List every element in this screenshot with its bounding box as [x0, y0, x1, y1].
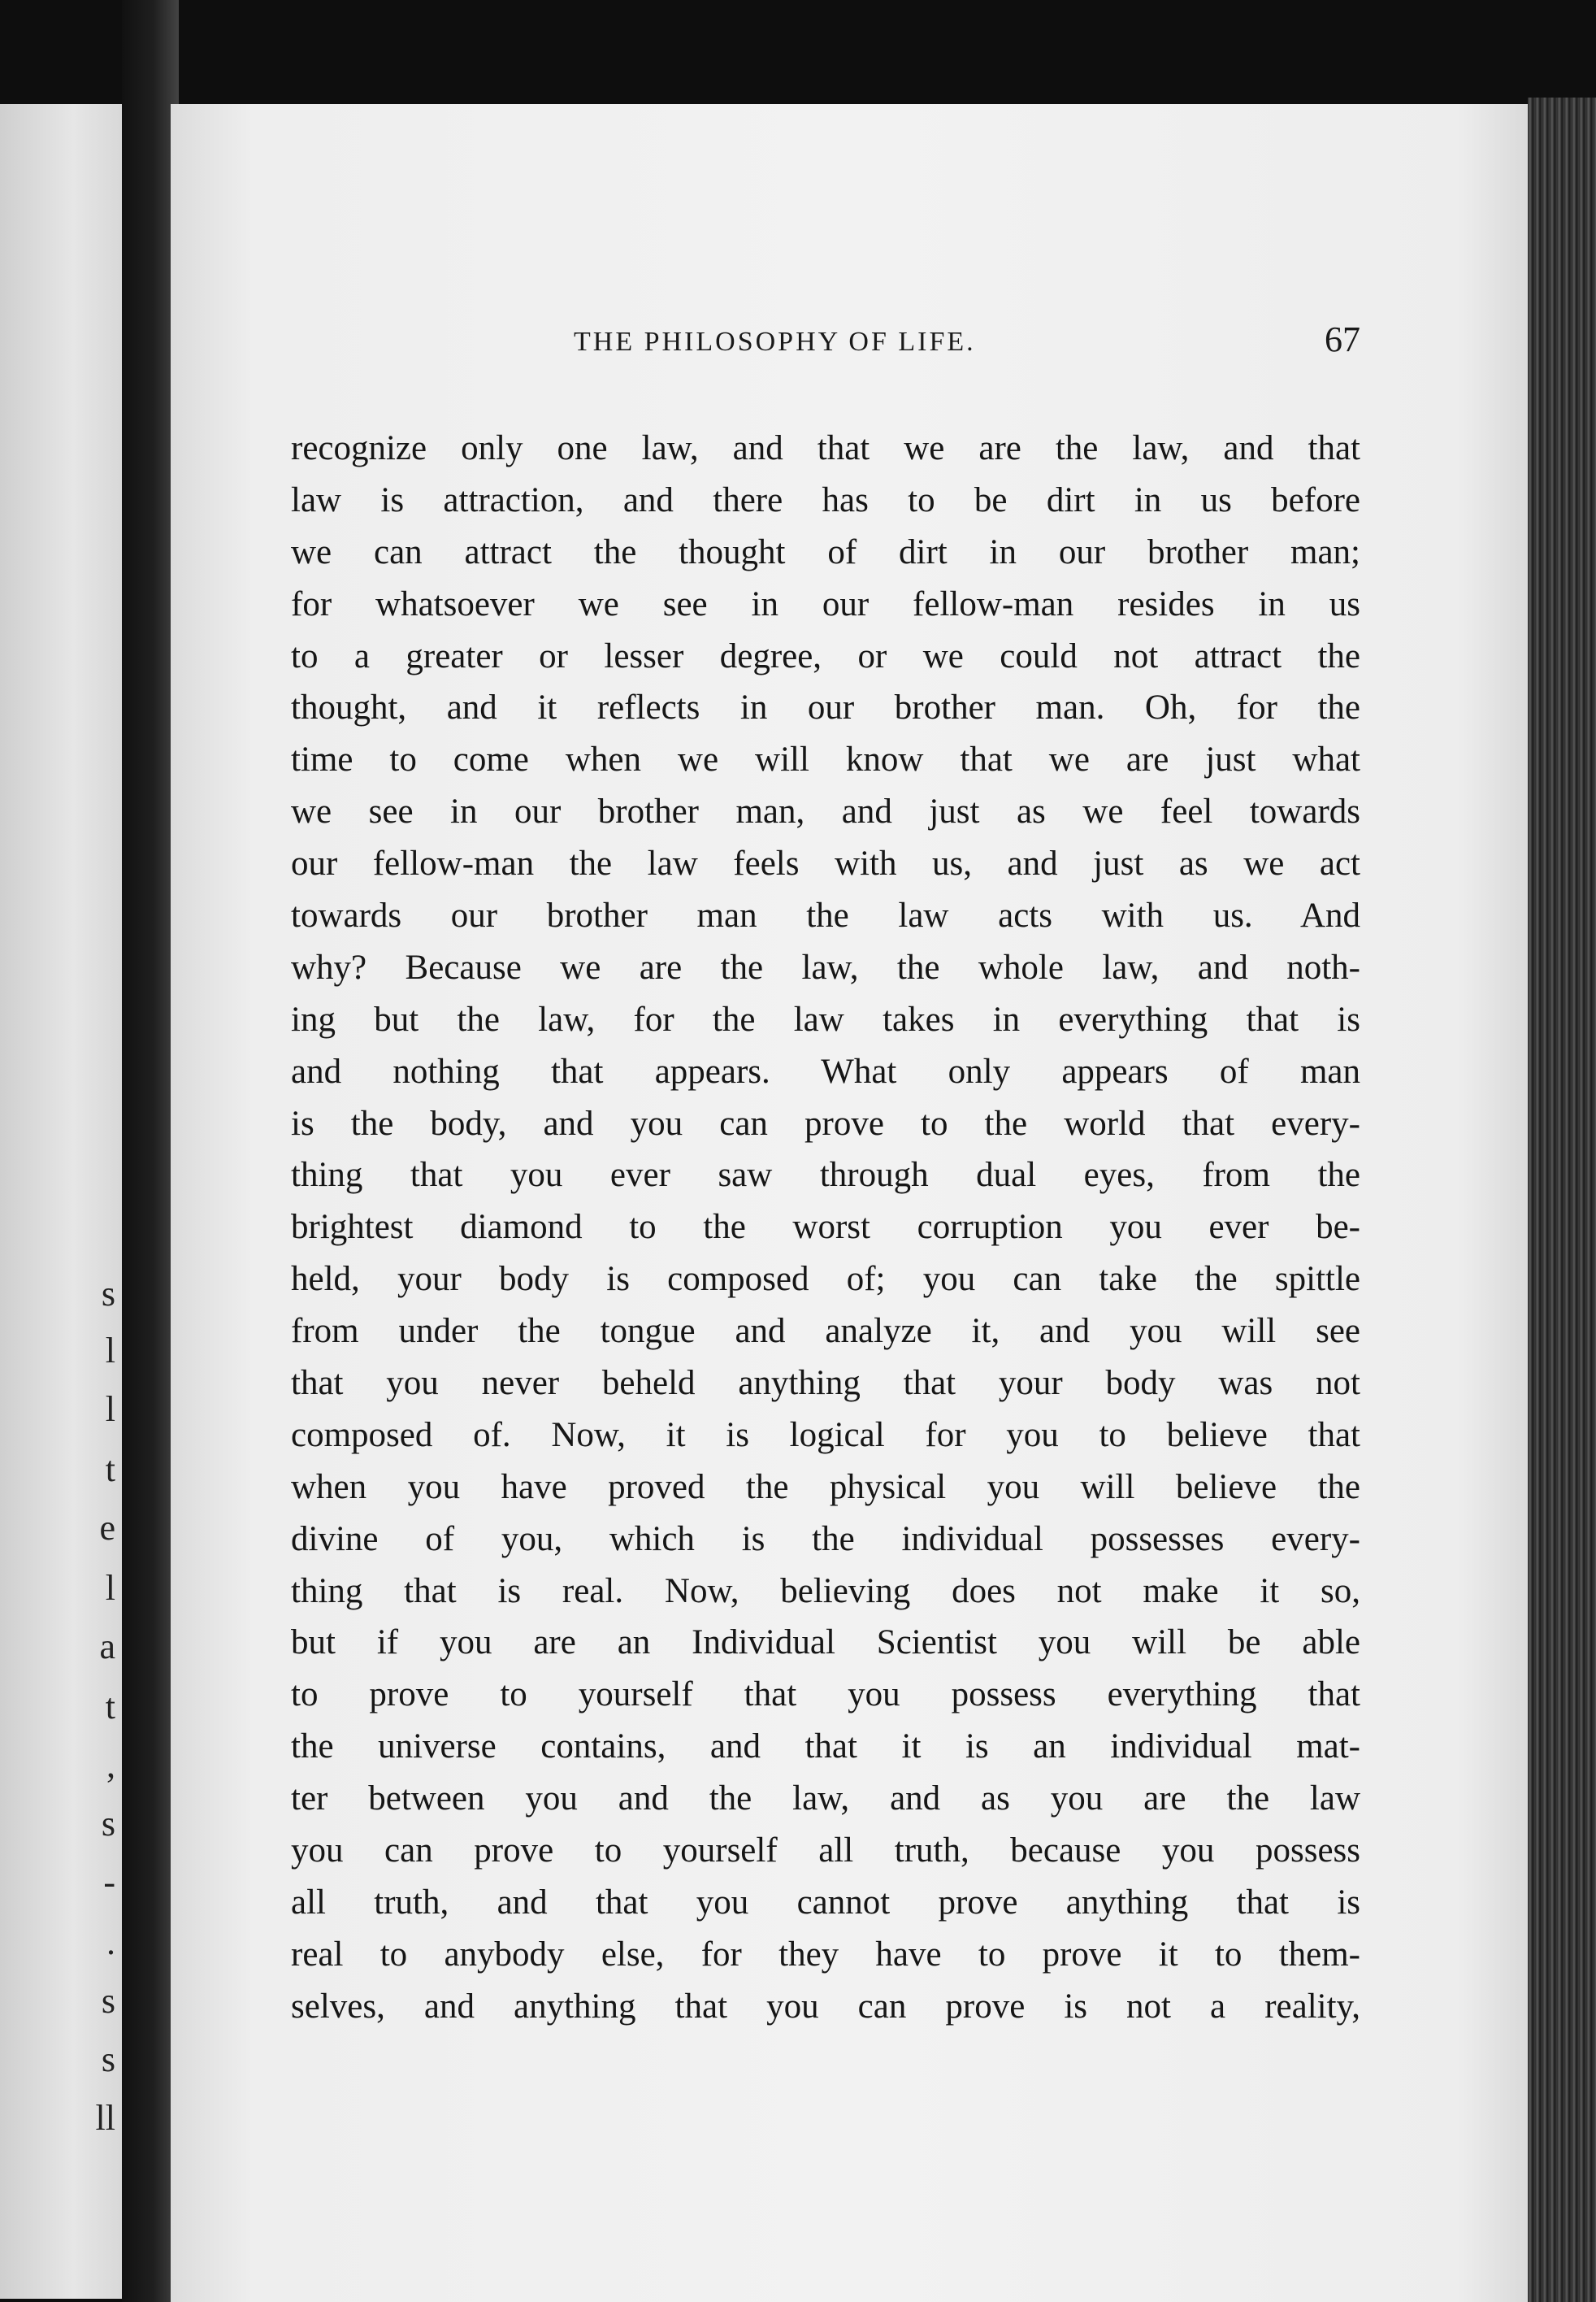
text-line: composed of. Now, it is logical for you to believe that: [291, 1415, 1360, 1454]
page-header: [291, 319, 1360, 367]
text-line: all truth, and that you cannot prove anything that is: [291, 1883, 1360, 1922]
text-line: is the body, and you can prove to the world that every-: [291, 1104, 1360, 1143]
facing-page-character: t: [105, 1449, 115, 1489]
text-line: and nothing that appears. What only appears of man: [291, 1052, 1360, 1091]
page-number: 67: [1325, 319, 1360, 359]
text-line: time to come when we will know that we are just what: [291, 741, 1360, 780]
text-line: that you never beheld anything that your body was not: [291, 1364, 1360, 1403]
facing-page-character: e: [99, 1508, 115, 1548]
text-line: the universe contains, and that it is an individual mat-: [291, 1727, 1360, 1766]
facing-page-character: -: [103, 1862, 115, 1902]
facing-page-character: .: [106, 1922, 115, 1962]
facing-page-character: ,: [106, 1745, 115, 1785]
text-line: thought, and it reflects in our brother man. Oh, for the: [291, 688, 1360, 728]
text-line: to prove to yourself that you possess everything that: [291, 1675, 1360, 1714]
text-line: for whatsoever we see in our fellow-man resides in us: [291, 584, 1360, 623]
text-line: to a greater or lesser degree, or we could not attract the: [291, 636, 1360, 675]
text-line: held, your body is composed of; you can take the spittle: [291, 1260, 1360, 1299]
text-line: when you have proved the physical you will believe the: [291, 1467, 1360, 1506]
facing-page-character: l: [105, 1568, 115, 1608]
text-line: towards our brother man the law acts with us. And: [291, 897, 1360, 936]
text-line: why? Because we are the law, the whole law, and noth-: [291, 948, 1360, 987]
text-line: brightest diamond to the worst corruption you ever be-: [291, 1208, 1360, 1247]
text-line: selves, and anything that you can prove is not a reality,: [291, 1987, 1360, 2026]
running-head: THE PHILOSOPHY OF LIFE.: [574, 327, 976, 357]
facing-page-character: s: [101, 1981, 115, 2021]
text-line: law is attraction, and there has to be dirt in us before: [291, 480, 1360, 519]
facing-page-character: s: [101, 1804, 115, 1844]
facing-page-character: s: [101, 2039, 115, 2079]
text-line: from under the tongue and analyze it, and you will see: [291, 1312, 1360, 1351]
text-line: ing but the law, for the law takes in everything that is: [291, 1000, 1360, 1039]
facing-page-character: l: [105, 1389, 115, 1429]
facing-page-character: a: [99, 1627, 115, 1666]
body-text: [291, 423, 1360, 2033]
text-line: you can prove to yourself all truth, because you possess: [291, 1831, 1360, 1870]
facing-page-edge: [0, 104, 122, 2299]
facing-page-character: s: [101, 1274, 115, 1314]
text-line: our fellow-man the law feels with us, and just as we act: [291, 845, 1360, 884]
text-line: real to anybody else, for they have to prove it to them-: [291, 1935, 1360, 1974]
facing-page-character: t: [105, 1687, 115, 1726]
text-line: we can attract the thought of dirt in our brother man;: [291, 532, 1360, 571]
facing-page-character: l: [105, 1331, 115, 1370]
text-line: divine of you, which is the individual possesses every-: [291, 1519, 1360, 1558]
text-line: we see in our brother man, and just as we feel towards: [291, 793, 1360, 832]
text-line: thing that you ever saw through dual eyes, from the: [291, 1156, 1360, 1195]
text-line: but if you are an Individual Scientist you will be able: [291, 1623, 1360, 1662]
facing-page-character: ll: [95, 2098, 115, 2138]
text-line: recognize only one law, and that we are the law, and that: [291, 429, 1360, 467]
page-stack-edge: [1528, 98, 1596, 2302]
text-line: thing that is real. Now, believing does not make it so,: [291, 1571, 1360, 1610]
text-line: ter between you and the law, and as you are the law: [291, 1779, 1360, 1818]
